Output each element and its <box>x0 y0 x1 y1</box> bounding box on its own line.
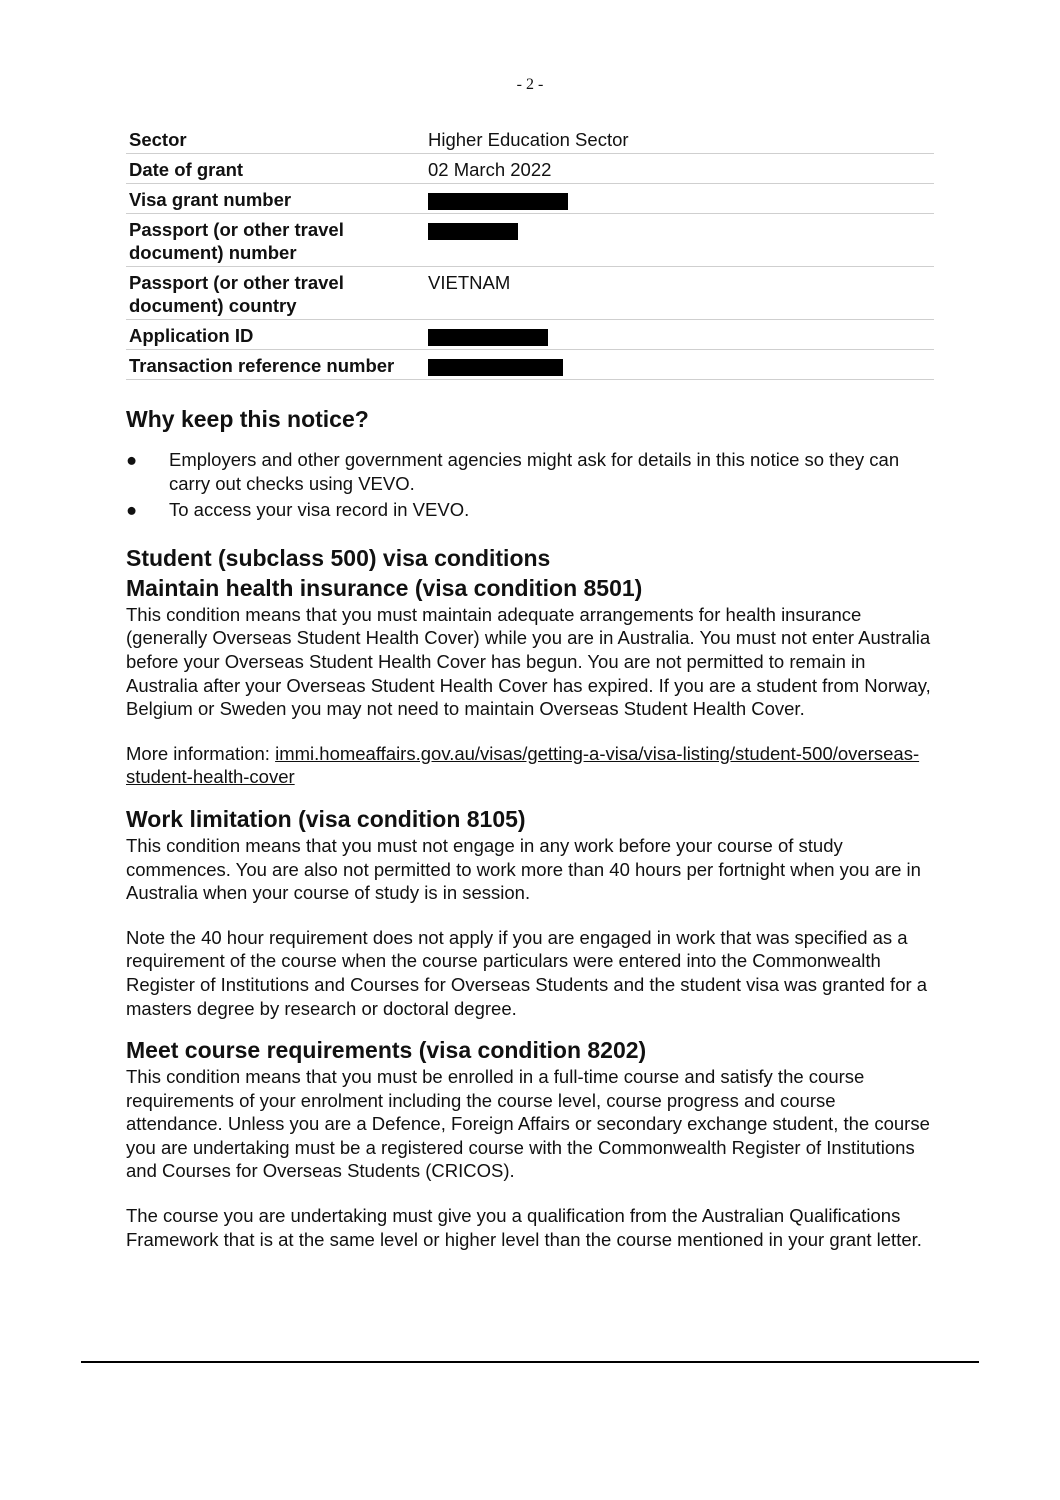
table-row <box>126 124 934 154</box>
conditions-heading: Student (subclass 500) visa conditions <box>126 544 551 571</box>
why-keep-list <box>126 448 936 522</box>
visa-details-table <box>126 124 934 380</box>
table-row <box>126 184 934 214</box>
redaction-bar <box>428 329 548 346</box>
table-row <box>126 267 934 320</box>
work-limitation-body: This condition means that you must not engage in any work before your course of study commences. You are also not permitted to work more than 40 hours per fortnight when you are in Australia when your course of study is in session. <box>126 834 921 904</box>
more-information: More information: immi.homeaffairs.gov.au/visas/getting-a-visa/visa-listing/student-500/overseas-student-health-cover <box>126 742 920 788</box>
bullet-icon: ● <box>126 499 138 521</box>
table-row <box>126 320 934 350</box>
table-row <box>126 154 934 184</box>
redaction-bar <box>428 193 568 210</box>
redaction-bar <box>428 223 518 240</box>
health-cover-link[interactable]: immi.homeaffairs.gov.au/visas/getting-a-visa/visa-listing/student-500/overseas-student-health-cover <box>126 742 920 788</box>
redaction-bar <box>428 359 563 376</box>
footer-divider <box>81 1361 979 1363</box>
table-row <box>126 214 934 267</box>
why-keep-heading: Why keep this notice? <box>126 406 369 432</box>
bullet-icon: ● <box>126 449 138 470</box>
detail-value <box>425 350 934 380</box>
course-qualification-body: The course you are undertaking must give you a qualification from the Australian Qualifications Framework that is at the same level or higher level than the course mentioned in your grant letter. <box>126 1205 922 1250</box>
list-item: ● To access your visa record in VEVO. <box>126 499 470 521</box>
detail-label: Date of grant <box>126 154 425 184</box>
detail-label: Application ID <box>126 320 425 350</box>
detail-value: VIETNAM <box>425 267 934 320</box>
page-number: - 2 - <box>516 76 544 93</box>
detail-label: Visa grant number <box>126 184 425 214</box>
detail-label: Transaction reference number <box>126 350 425 380</box>
detail-value: Higher Education Sector <box>425 124 934 154</box>
detail-label: Sector <box>126 124 425 154</box>
course-requirements-heading: Meet course requirements (visa condition 8202) <box>126 1037 647 1064</box>
health-insurance-body: This condition means that you must maintain adequate arrangements for health insurance (generally Overseas Student Health Cover) while you are in Australia. You must not enter Australia before your Overseas Student Health Cover has begun. You are not permitted to remain in Australia after your Overseas Student Health Cover has expired. If you are a student from Norway, Belgium or Sweden you may not need to maintain Overseas Student Health Cover. <box>126 603 931 720</box>
health-insurance-heading: Maintain health insurance (visa condition 8501) <box>126 574 643 601</box>
table-row <box>126 350 934 380</box>
detail-label: Passport (or other travel document) number <box>126 214 425 267</box>
detail-value <box>425 320 934 350</box>
detail-value <box>425 184 934 214</box>
detail-label: Passport (or other travel document) country <box>126 267 425 320</box>
notice-content <box>126 404 936 1251</box>
detail-value: 02 March 2022 <box>425 154 934 184</box>
work-limitation-note: Note the 40 hour requirement does not apply if you are engaged in work that was specified as a requirement of the course when the course particulars were entered into the Commonwealth Register of Institutions and Courses for Overseas Students and the student visa was granted for a masters degree by research or doctoral degree. <box>126 926 928 1019</box>
list-item: ● Employers and other government agencies might ask for details in this notice so they can carry out checks using VEVO. <box>126 449 900 494</box>
course-requirements-body: This condition means that you must be enrolled in a full-time course and satisfy the course requirements of your enrolment including the course level, course progress and course attendance. Unless you are a Defence, Foreign Affairs or secondary exchange student, the course you are undertaking must be a registered course with the Commonwealth Register of Institutions and Courses for Overseas Students (CRICOS). <box>126 1066 930 1182</box>
work-limitation-heading: Work limitation (visa condition 8105) <box>126 805 526 832</box>
detail-value <box>425 214 934 267</box>
